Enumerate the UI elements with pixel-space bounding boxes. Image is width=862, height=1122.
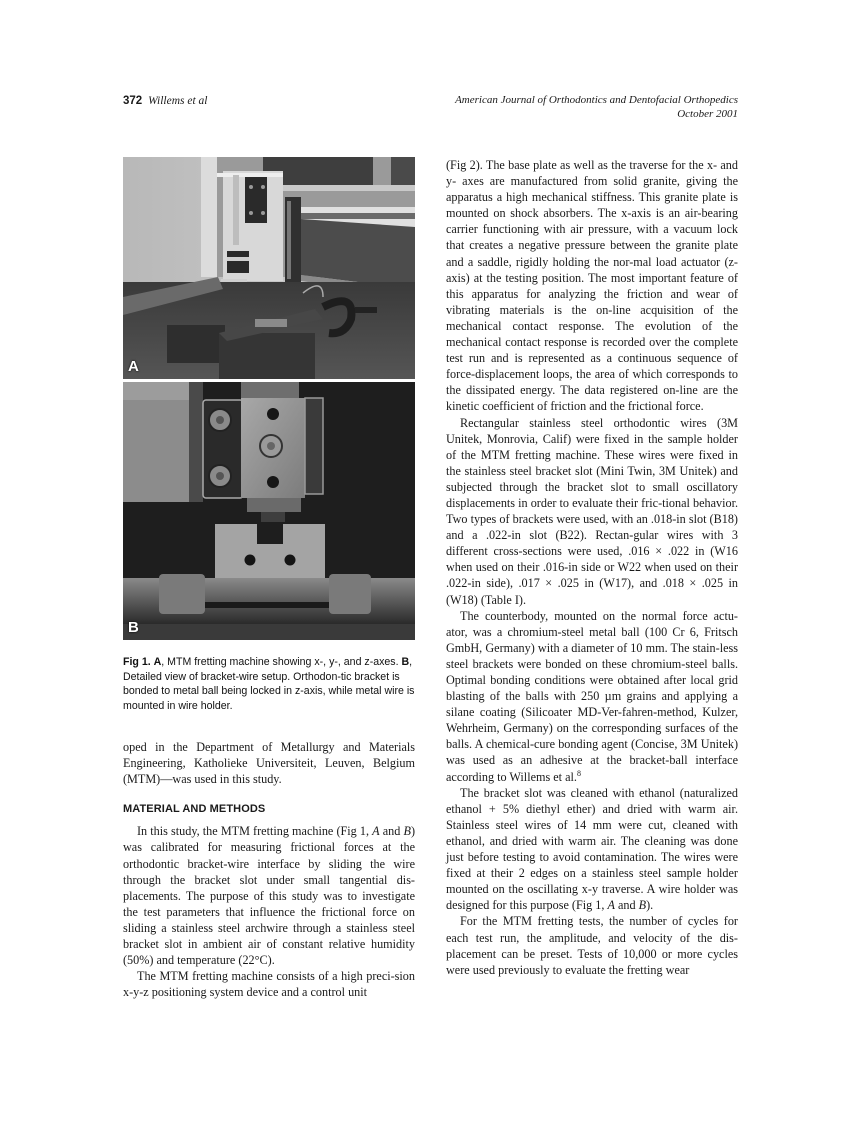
caption-panel-a-ref: A [153,656,162,668]
caption-panel-b-text: , Detailed view of bracket-wire setup. Orthodon-tic bracket is bonded to metal ball being locked in z-axis, while metal wire is mounted in wire holder. [123,656,415,712]
paragraph-cleaning [446,785,738,914]
paragraph-study-purpose [123,823,415,968]
text-run: ). [646,898,654,913]
running-head [123,94,738,130]
running-head-right [455,94,738,121]
fig-ref-a: A [607,898,615,913]
caption-fig-label: Fig 1. [123,656,151,668]
fig-ref-b: B [638,898,647,913]
page-number: 372 [123,95,143,107]
left-column-body [123,739,415,1000]
figure-1-caption [123,655,415,713]
running-head-authors: Willems et al [148,95,208,107]
issue-date: October 2001 [677,107,738,120]
bracket-wire-photo-illustration [123,382,415,640]
text-run: The bracket slot was cleaned with ethanol (naturalized ethanol + 5% diethyl ether) and dried with warm air. Stainless steel wires of 14 mm were cut, cleaned with ethanol, and dried with warm air. The cleaning was done just before testing to avoid contamination. The wires were fixed at their 2 edges on a stainless steel sample holder mounted on the oscillating x-y traverse. A wire holder was designed for this purpose (Fig 1, [446,785,738,913]
right-column-body [446,157,738,978]
paragraph-apparatus: (Fig 2). The base plate as well as the traverse for the x- and y- axes are manufactured from solid granite, giving the apparatus a high mechanical stiffness. This granite plate is mounted on shock absorbers. The x-axis is an air-bearing carrier functioning with air pressure, with a vacuum lock that creates a negative pressure between the granite plate and a saddle, rigidly holding the nor-mal load actuator (z-axis) at the testing position. The most important feature of this apparatus for analyzing the friction and wear of vibrating materials is the on-line acquisition of the mechanical contact response. The evolution of the mechanical contact response is recorded over the complete test run and is represented as a continuous sequence of force-displacement loops, the area of which corresponds to the dissipated energy. The data registered on-line are the kinetic coefficient of friction and the frictional force. [446,158,738,414]
panel-label-a: A [128,358,139,375]
text-run: ) was calibrated for measuring frictional forces at the orthodontic bracket-wire interface by sliding the wire through the bracket slot under small tangential dis-placements. The purpose of this study was to investigate the test parameters that influence the frictional force on sliding a stainless steel archwire through a stainless steel bracket slot in ambient air of constant relative humidity (50%) and temperature (22°C). [123,824,415,968]
journal-title: American Journal of Orthodontics and Dentofacial Orthopedics [455,94,738,106]
paragraph-machine-description: The MTM fretting machine consists of a high preci-sion x-y-z positioning system device and a control unit [123,969,415,1000]
figure-1b-photo [123,382,415,640]
running-head-left [123,94,207,108]
text-run: The counterbody, mounted on the normal force actu-ator, was a chromium-steel metal ball (100 Cr 6, Fritsch GmbH, Germany) with a diameter of 10 mm. The stain-less steel brackets were bonded on these chromium-steel balls. Optimal bonding conditions were obtained after local grid blasting of the balls with 250 µm grains and applying a silane coating (Silicoater MD-Ver-fahren-method, Kulzer, Wehrheim, Germany) on the corresponding surfaces of the balls. A chemical-cure bonding agent (Concise, 3M Unitek) was used as an adhesive at the bracket-ball interface according to Willems et al. [446,608,738,784]
paragraph-counterbody [446,608,738,785]
caption-panel-a-text: , MTM fretting machine showing x-, y-, and z-axes. [161,656,402,668]
text-run: In this study, the MTM fretting machine (Fig 1, [137,824,373,839]
paragraph-continuation: oped in the Department of Metallurgy and Materials Engineering, Katholieke Universiteit, Leuven, Belgium (MTM)—was used in this study. [123,740,415,787]
paragraph-wires-brackets: Rectangular stainless steel orthodontic wires (3M Unitek, Monrovia, Calif) were fixed in the sample holder of the MTM fretting machine. These wires were fixed in the stainless steel bracket slot (Mini Twin, 3M Unitek) and subjected through the bracket slot to small oscillatory displacements in order to evaluate their fric-tional behavior. Two types of brackets were used, with an .018-in slot (B18) and a .022-in slot (B22). Rectan-gular wires with 3 different cross-sections were used, .016 × .022 in (W16 when used on their .016-in side or W22 when used on their .022-in side), .017 × .025 in (W17), and .018 × .025 in (W18) (Table I). [446,415,738,607]
section-heading-material-methods: MATERIAL AND METHODS [123,803,266,816]
mtm-machine-photo-illustration [123,157,415,379]
panel-label-b: B [128,619,139,636]
fig-ref-a: A [372,824,380,839]
paragraph-test-parameters: For the MTM fretting tests, the number of cycles for each test run, the amplitude, and velocity of the dis-placement can be preset. Tests of 10,000 or more cycles were used previously to evaluate the fretting wear [446,914,738,977]
fig-ref-b: B [403,824,411,839]
caption-panel-b-ref: B [401,656,410,668]
reference-superscript: 8 [576,768,581,778]
figure-1a-photo [123,157,415,379]
text-run: and [614,898,639,913]
text-run: and [379,824,404,839]
